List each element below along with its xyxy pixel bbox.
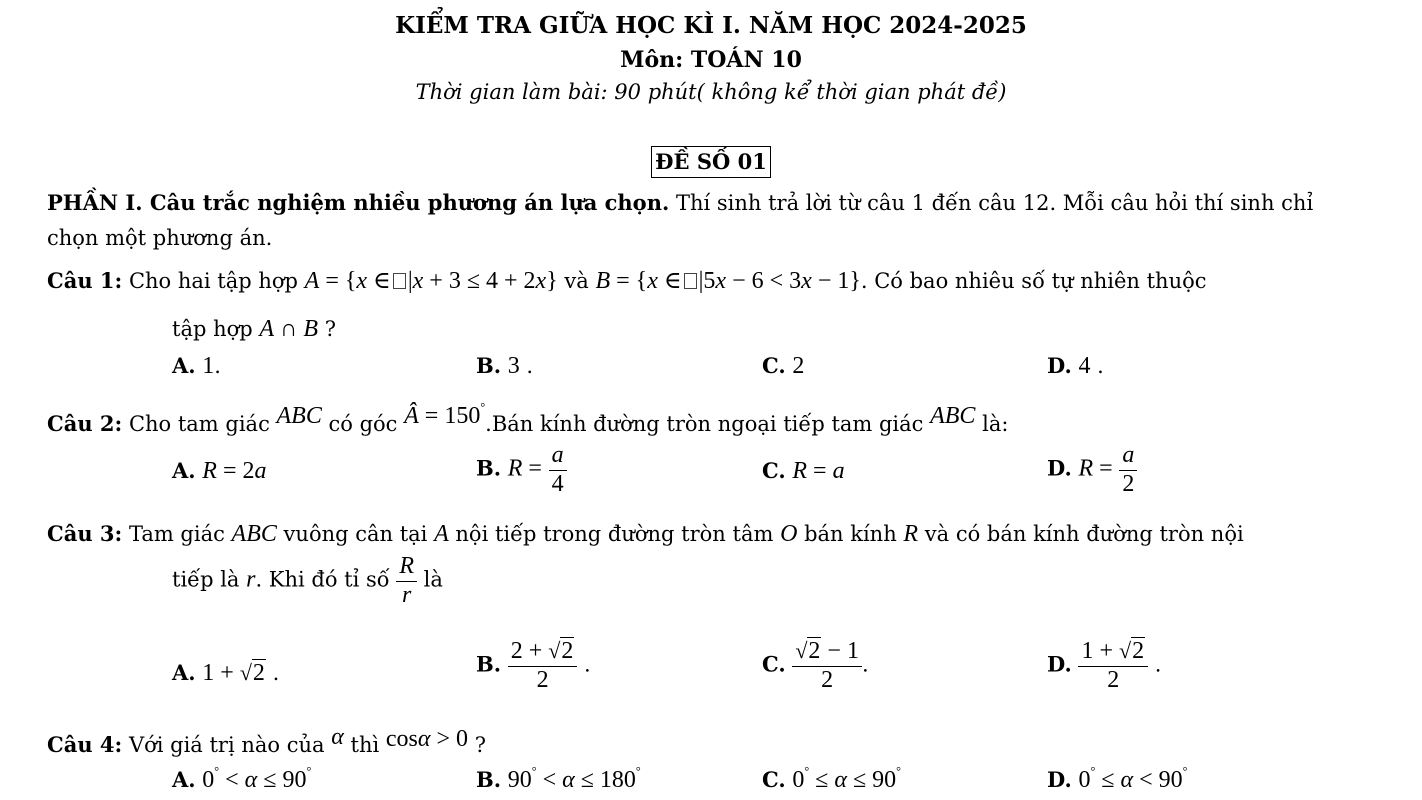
section-title: PHẦN I. Câu trắc nghiệm nhiều phương án lựa chọn. (47, 190, 670, 215)
q1-option-a[interactable]: A. 1. (172, 353, 221, 379)
question-text: Cho hai tập hợp (122, 269, 305, 293)
exam-title: KIỂM TRA GIỮA HỌC KÌ I. NĂM HỌC 2024-2025 (395, 12, 1027, 39)
question-text: có góc (321, 412, 405, 436)
question-text: vuông cân tại (276, 522, 435, 546)
radius-r: R (903, 521, 919, 547)
question-text: bán kính (797, 522, 904, 546)
question-text: Cho tam giác (122, 412, 277, 436)
inradius-r: r (246, 566, 256, 593)
missing-symbol-box (393, 273, 406, 289)
alpha-symbol: α (331, 724, 344, 750)
vertex-a: A (434, 521, 449, 547)
question-text: .Bán kính đường tròn ngoại tiếp tam giác (485, 412, 931, 436)
question-text: Tam giác (122, 522, 232, 546)
question-text: Với giá trị nào của (122, 733, 332, 757)
question-text: nội tiếp trong đường tròn tâm (448, 522, 781, 546)
q4-option-d[interactable]: D. 0° ≤ α < 90° (1047, 764, 1188, 793)
question-label: Câu 4: (47, 732, 123, 757)
question-2 (47, 400, 1008, 436)
question-text: là (423, 567, 443, 592)
q3-option-d[interactable]: D. $\frac{1 + √2}{2}$ . (1047, 638, 1162, 693)
exam-time: Thời gian làm bài: 90 phút( không kể thời gian phát đề) (415, 80, 1007, 104)
missing-symbol-box (684, 273, 697, 289)
center-o: O (780, 521, 798, 547)
question-text: tập hợp (172, 317, 260, 341)
q3-option-a[interactable]: A. 1 + √2 . (172, 660, 280, 686)
q4-option-b[interactable]: B. 90° < α ≤ 180° (476, 764, 641, 793)
triangle-abc: ABC (231, 521, 277, 547)
set-b-expression: B = {x ∈ |5x − 6 < 3x − 1} (595, 268, 861, 294)
question-3 (47, 521, 1244, 548)
q1-option-c[interactable]: C. 2 (762, 353, 805, 379)
question-1-cont (172, 316, 336, 343)
section-heading (47, 190, 1313, 215)
q2-option-b[interactable]: B. R = $\frac{a}{4}$ (476, 442, 567, 498)
question-4 (47, 724, 486, 757)
question-label: Câu 3: (47, 521, 123, 546)
question-label: Câu 2: (47, 411, 123, 436)
q1-option-d[interactable]: D. 4 . (1047, 353, 1104, 379)
q3-option-c[interactable]: C. $\frac{√2 - 1}{2}$ . (762, 638, 869, 693)
cos-condition: cosα > 0 (385, 726, 469, 752)
q4-option-a[interactable]: A. 0° < α ≤ 90° (172, 764, 312, 793)
angle-expression: Â = 150° (404, 400, 486, 429)
question-text: . Có bao nhiêu số tự nhiên thuộc (860, 269, 1207, 293)
question-text: . Khi đó tỉ số (255, 567, 397, 592)
q3-option-b[interactable]: B. $\frac{2 + √2}{2}$ . (476, 638, 591, 693)
intersection-expression: A ∩ B (259, 316, 319, 342)
q2-option-a[interactable]: A. R = 2a (172, 458, 267, 484)
question-text: và (557, 269, 596, 293)
section-instruction: Thí sinh trả lời từ câu 1 đến câu 12. Mỗi câu hỏi thí sinh chỉ (669, 191, 1314, 215)
triangle-abc: ABC (276, 403, 322, 429)
question-1 (47, 266, 1207, 295)
question-text: thì (343, 733, 386, 757)
question-text: là: (975, 412, 1009, 436)
question-label: Câu 1: (47, 268, 123, 293)
section-instruction-cont: chọn một phương án. (47, 226, 273, 250)
question-text: ? (468, 733, 486, 757)
q1-option-b[interactable]: B. 3 . (476, 353, 534, 379)
q4-option-c[interactable]: C. 0° ≤ α ≤ 90° (762, 764, 901, 793)
q2-option-c[interactable]: C. R = a (762, 458, 845, 484)
question-3-cont (172, 553, 443, 609)
question-text: tiếp là (172, 567, 247, 592)
set-a-expression: A = {x ∈ |x + 3 ≤ 4 + 2x} (304, 268, 558, 294)
q2-option-d[interactable]: D. R = $\frac{a}{2}$ (1047, 442, 1137, 498)
question-text: và có bán kính đường tròn nội (918, 522, 1244, 546)
exam-subject: Môn: TOÁN 10 (620, 47, 802, 73)
ratio-fraction: $\frac{R}{r}$ (396, 553, 417, 609)
exam-code-box: ĐỀ SỐ 01 (651, 146, 771, 178)
question-text: ? (318, 317, 336, 341)
triangle-abc: ABC (930, 403, 976, 429)
